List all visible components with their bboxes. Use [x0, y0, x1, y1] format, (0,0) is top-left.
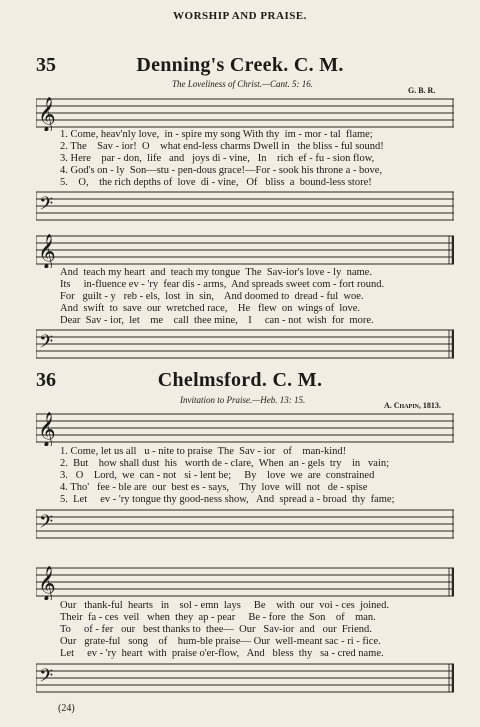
verse-line: 2. But how shall dust his worth de - clare, When an - gels try in vain;	[60, 458, 390, 469]
svg-text:𝄢: 𝄢	[39, 331, 54, 356]
composer-credit: A. Chapin, 1813.	[384, 401, 441, 410]
svg-text:𝄞: 𝄞	[38, 567, 56, 600]
verse-line: Let ev - 'ry heart with praise o'er-flow, And bless thy sa - cred name.	[60, 648, 384, 659]
music-staff-treble	[36, 95, 454, 131]
hymn-number: 36	[36, 369, 56, 391]
music-staff-bass	[36, 660, 454, 696]
music-staff-bass	[36, 188, 454, 224]
verse-line: 4. Tho' fee - ble are our best es - says, Thy love will not de - spise	[60, 482, 368, 493]
hymn-number: 35	[36, 54, 56, 76]
verse-line: 3. Here par - don, life and joys di - vine, In rich ef - fu - sion flow,	[60, 153, 375, 164]
verse-line: 1. Come, heav'nly love, in - spire my song With thy im - mor - tal flame;	[60, 129, 373, 140]
page-number: (24)	[58, 703, 75, 714]
verse-line: Our thank-ful hearts in sol - emn lays Be with our voi - ces joined.	[60, 600, 389, 611]
running-header: WORSHIP AND PRAISE.	[173, 10, 307, 22]
verse-line: 4. God's on - ly Son—stu - pen-dous grace!—For - sook his throne a - bove,	[60, 165, 383, 176]
svg-text:𝄞: 𝄞	[38, 235, 56, 268]
svg-text:𝄢: 𝄢	[39, 511, 54, 536]
verse-line: And swift to save our wretched race, He flew on wings of love.	[60, 303, 361, 314]
verse-line: 5. O, the rich depths of love di - vine, Of bliss a bound-less store!	[60, 177, 372, 188]
hymn-title: Denning's Creek. C. M.	[136, 54, 344, 76]
verse-line: Dear Sav - ior, let me call thee mine, I can - not wish for more.	[60, 315, 374, 326]
music-staff-treble	[36, 564, 454, 600]
hymn-subtitle: The Loveliness of Christ.—Cant. 5: 16.	[172, 79, 314, 89]
hymn-subtitle: Invitation to Praise.—Heb. 13: 15.	[180, 395, 306, 405]
hymn-title: Chelmsford. C. M.	[157, 369, 323, 391]
verse-line: Our grate-ful song of hum-ble praise— Our well-meant sac - ri - fice.	[60, 636, 381, 647]
music-staff-treble	[36, 232, 454, 268]
svg-text:𝄞: 𝄞	[38, 98, 56, 131]
verse-line: 2. The Sav - ior! O what end-less charms Dwell in the bliss - ful sound!	[60, 141, 384, 152]
music-staff-bass	[36, 506, 454, 542]
verse-line: 5. Let ev - 'ry tongue thy good-ness show, And spread a - broad thy fame;	[60, 494, 395, 505]
verse-line: 1. Come, let us all u - nite to praise The Sav - ior of man-kind!	[60, 446, 347, 457]
verse-line: Its in-fluence ev - 'ry fear dis - arms, And spreads sweet com - fort round.	[60, 279, 385, 290]
svg-text:𝄢: 𝄢	[39, 665, 54, 690]
svg-text:𝄢: 𝄢	[39, 193, 54, 218]
music-staff-bass	[36, 326, 454, 362]
verse-line: To of - fer our best thanks to thee— Our Sav-ior and our Friend.	[60, 624, 372, 635]
svg-text:𝄞: 𝄞	[38, 413, 56, 446]
composer-credit: G. B. R.	[408, 86, 436, 95]
verse-line: 3. O Lord, we can - not si - lent be; By love we are constrained	[60, 470, 375, 481]
verse-line: Their fa - ces veil when they ap - pear Be - fore the Son of man.	[60, 612, 376, 623]
verse-line: And teach my heart and teach my tongue The Sav-ior's love - ly name.	[60, 267, 372, 278]
verse-line: For guilt - y reb - els, lost in sin, And doomed to dread - ful woe.	[60, 291, 364, 302]
music-staff-treble	[36, 410, 454, 446]
